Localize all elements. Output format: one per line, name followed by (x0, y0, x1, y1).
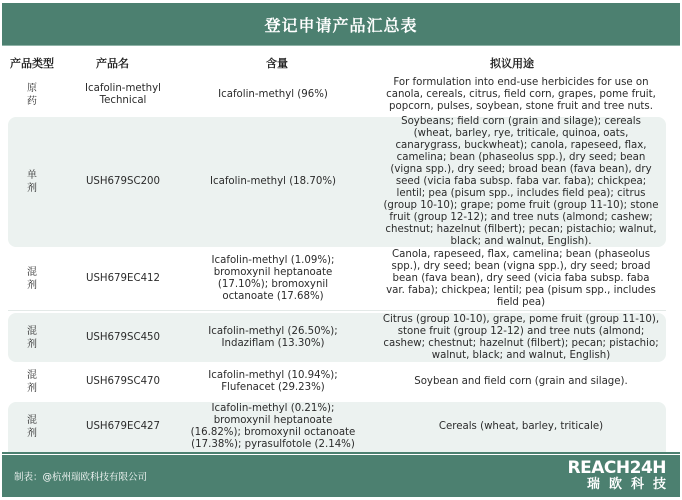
product-name: USH679EC412 (85, 273, 161, 284)
use-text: Canola, rapeseed, flax, camelina; bean (phaseolus spp.), dry seed; bean (vigna spp.), dry seed; broad bean (fava bean), dry seed (vicia faba subsp. faba var. faba); chickpea; lentil; pea (pisum spp., includes field pea) (386, 249, 656, 308)
content-cell (178, 313, 368, 362)
table-title-text: 登记申请产品汇总表 (264, 15, 418, 35)
product-name: Icafolin-methyl Technical (85, 83, 161, 106)
brand-logo (567, 458, 675, 493)
product-type-char: 剂 (27, 383, 37, 394)
footer-bar (2, 455, 680, 497)
brand-logo-cn: 瑞欧科技 (586, 477, 675, 492)
table-row (8, 363, 666, 401)
product-name: USH679SC200 (85, 176, 161, 187)
use-cell (376, 363, 666, 401)
table-row (8, 75, 666, 115)
product-name: USH679SC450 (85, 331, 161, 343)
content-cell (178, 402, 368, 452)
product-name-cell (68, 313, 178, 362)
product-type-cell (12, 313, 52, 362)
product-type-cell (12, 248, 52, 310)
product-type-cell (12, 402, 52, 452)
product-type-char: 剂 (27, 428, 37, 439)
use-text: Soybeans; field corn (grain and silage); cereals (wheat, barley, rye, triticale, quinoa, oats, canarygrass, buckwheat); canola, rapeseed, flax, camelina; bean (phaseolus spp.), dry seed; bean (vigna spp.), dry seed; broad bean (fava bean), dry seed (vicia faba subsp. faba var. faba); chickpea; lentil; pea (pisum spp., includes field pea); citrus (group 10-10); grape; pome fruit (group 11-10); stone fruit (group 12-12); and tree nuts (almond; cashew; chestnut; hazelnut (filbert); pecan; pistachio; walnut, black; and walnut, English). (383, 116, 659, 247)
product-type-cell (12, 363, 52, 401)
content-cell (178, 248, 368, 310)
column-header-content: 含量 (266, 57, 288, 70)
product-type-char: 混 (27, 325, 37, 337)
product-type-char: 混 (27, 370, 37, 381)
table-row (8, 402, 666, 452)
brand-logo-en: REACH24H (567, 458, 666, 478)
use-text: Soybean and field corn (grain and silage). (414, 376, 628, 387)
table-row (8, 313, 666, 362)
title-divider (2, 45, 680, 46)
footer-credit: 制表：@杭州瑞欧科技有限公司 (14, 472, 148, 483)
table-row (8, 248, 666, 310)
product-type-char: 剂 (27, 338, 37, 350)
use-text: For formulation into end-use herbicides for use on canola, cereals, citrus, field corn, grapes, pome fruit, popcorn, pulses, soybean, stone fruit and tree nuts. (386, 77, 656, 112)
column-header-name: 产品名 (96, 57, 129, 70)
product-type-char: 药 (27, 96, 37, 107)
use-cell (376, 75, 666, 115)
product-name-cell (68, 117, 178, 247)
content-text: Icafolin-methyl (96%) (218, 89, 328, 100)
use-cell (376, 248, 666, 310)
column-header-row (0, 48, 682, 74)
product-name-cell (68, 363, 178, 401)
table-row (8, 117, 666, 247)
content-text: Icafolin-methyl (26.50%); Indaziflam (13.30%) (208, 325, 338, 349)
table-bottom-border (2, 452, 680, 454)
content-cell (178, 75, 368, 115)
product-name-cell (68, 75, 178, 115)
product-type-cell (12, 75, 52, 115)
product-name: USH679SC470 (85, 376, 161, 387)
content-text: Icafolin-methyl (0.21%); bromoxynil heptanoate (16.82%); bromoxynil octanoate (17.38%); pyrasulfotole (2.14%) (190, 403, 356, 450)
product-type-char: 剂 (27, 183, 37, 194)
product-type-char: 混 (27, 267, 37, 278)
content-cell (178, 363, 368, 401)
use-text: Cereals (wheat, barley, triticale) (438, 421, 604, 432)
content-text: Icafolin-methyl (18.70%) (210, 176, 336, 187)
product-type-char: 混 (27, 415, 37, 426)
use-text: Citrus (group 10-10), grape, pome fruit (group 11-10), stone fruit (group 12-12) and tree nuts (almond; cashew; chestnut; hazelnut (filbert); pecan; pistachio; walnut, black; and walnut, English) (382, 313, 660, 361)
product-type-char: 剂 (27, 280, 37, 291)
product-type-cell (12, 117, 52, 247)
content-cell (178, 117, 368, 247)
content-text: Icafolin-methyl (1.09%); bromoxynil heptanoate (17.10%); bromoxynil octanoate (17.68%) (211, 255, 335, 302)
content-text: Icafolin-methyl (10.94%); Flufenacet (29.23%) (208, 370, 338, 393)
column-header-use: 拟议用途 (490, 57, 534, 70)
product-name-cell (68, 402, 178, 452)
column-header-type: 产品类型 (10, 57, 54, 70)
product-type-char: 单 (27, 170, 37, 181)
use-cell (376, 313, 666, 362)
use-cell (376, 402, 666, 452)
product-type-char: 原 (27, 83, 37, 94)
product-name-cell (68, 248, 178, 310)
row-divider (8, 310, 666, 311)
use-cell (376, 117, 666, 247)
table-title (2, 3, 680, 45)
product-name: USH679EC427 (85, 421, 161, 432)
